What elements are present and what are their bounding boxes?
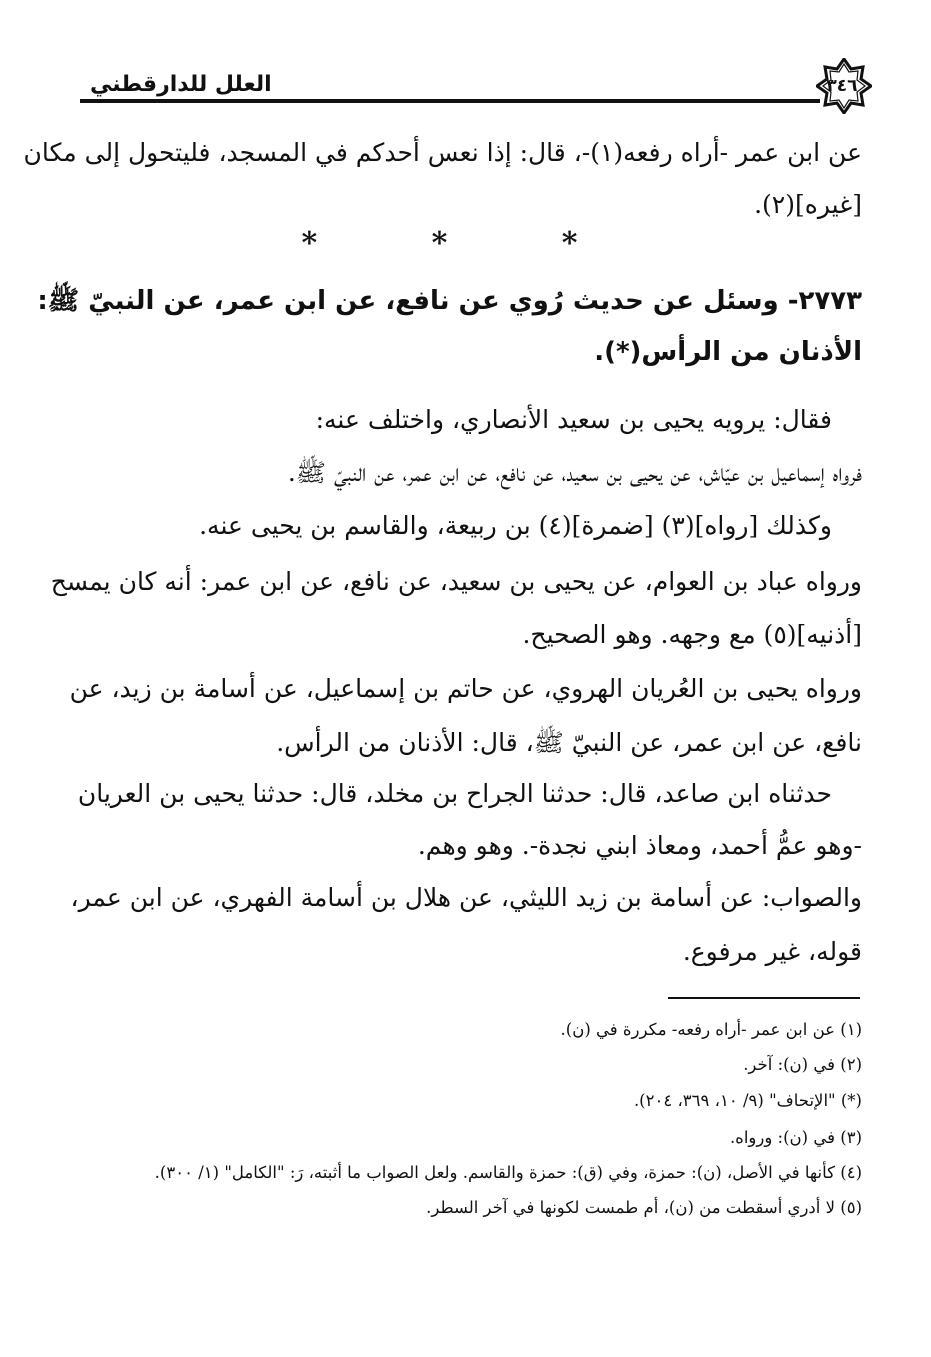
footnote: (٢) في (ن): آخر. <box>743 1055 862 1074</box>
footnote: (٥) لا أدري أسقطت من (ن)، أم طمست لكونها في آخر السطر. <box>426 1198 862 1217</box>
page-header <box>80 58 870 114</box>
footnote: (٤) كأنها في الأصل، (ن): حمزة، وفي (ق): حمزة والقاسم. ولعل الصواب ما أثبته، رَ: "الكامل" (١/ ٣٠٠). <box>154 1163 862 1182</box>
text-line: ورواه عباد بن العوام، عن يحيى بن سعيد، عن نافع، عن ابن عمر: أنه كان يمسح <box>50 567 862 596</box>
text-line: [غيره](٢). <box>754 190 862 219</box>
text-line: [أذنيه](٥) مع وجهه. وهو الصحيح. <box>522 620 862 649</box>
entry-heading: ٢٧٧٣- وسئل عن حديث رُوي عن نافع، عن ابن عمر، عن النبيّ ﷺ: <box>37 286 862 316</box>
text-line: -وهو عمُّ أحمد، ومعاذ ابني نجدة-. وهو وهم. <box>417 831 862 860</box>
entry-heading-continued: الأذنان من الرأس(*). <box>594 337 862 367</box>
footnote: (*) "الإتحاف" (٩/ ١٠، ٣٦٩، ٢٠٤). <box>633 1091 862 1110</box>
text-line: وكذلك [رواه](٣) [ضمرة](٤) بن ربيعة، والقاسم بن يحيى عنه. <box>199 511 832 540</box>
text-line: عن ابن عمر -أراه رفعه(١)-، قال: إذا نعس أحدكم في المسجد، فليتحول إلى مكان <box>23 138 862 167</box>
running-title: العلل للدارقطني <box>90 72 272 97</box>
footnote: (٣) في (ن): ورواه. <box>729 1128 862 1147</box>
text-line: ورواه يحيى بن العُريان الهروي، عن حاتم بن إسماعيل، عن أسامة بن زيد، عن <box>69 674 862 703</box>
text-line: والصواب: عن أسامة بن زيد الليثي، عن هلال بن أسامة الفهري، عن ابن عمر، <box>70 883 862 912</box>
text-line: نافع، عن ابن عمر، عن النبيّ ﷺ، قال: الأذنان من الرأس. <box>276 728 862 757</box>
section-separator: * * * <box>301 226 630 261</box>
text-line: حدثناه ابن صاعد، قال: حدثنا الجراح بن مخلد، قال: حدثنا يحيى بن العريان <box>77 779 832 808</box>
footnote-rule <box>668 997 860 999</box>
text-line: فرواه إسماعيل بن عيّاش، عن يحيى بن سعيد، عن نافع، عن ابن عمر، عن النبيّ ﷺ. <box>287 458 862 487</box>
text-line: فقال: يرويه يحيى بن سعيد الأنصاري، واختلف عنه: <box>315 405 832 434</box>
text-line: قوله، غير مرفوع. <box>682 937 862 966</box>
page-number: ٣٤٦ <box>826 76 858 96</box>
header-rule <box>80 99 820 103</box>
footnote: (١) عن ابن عمر -أراه رفعه- مكررة في (ن). <box>560 1020 862 1039</box>
